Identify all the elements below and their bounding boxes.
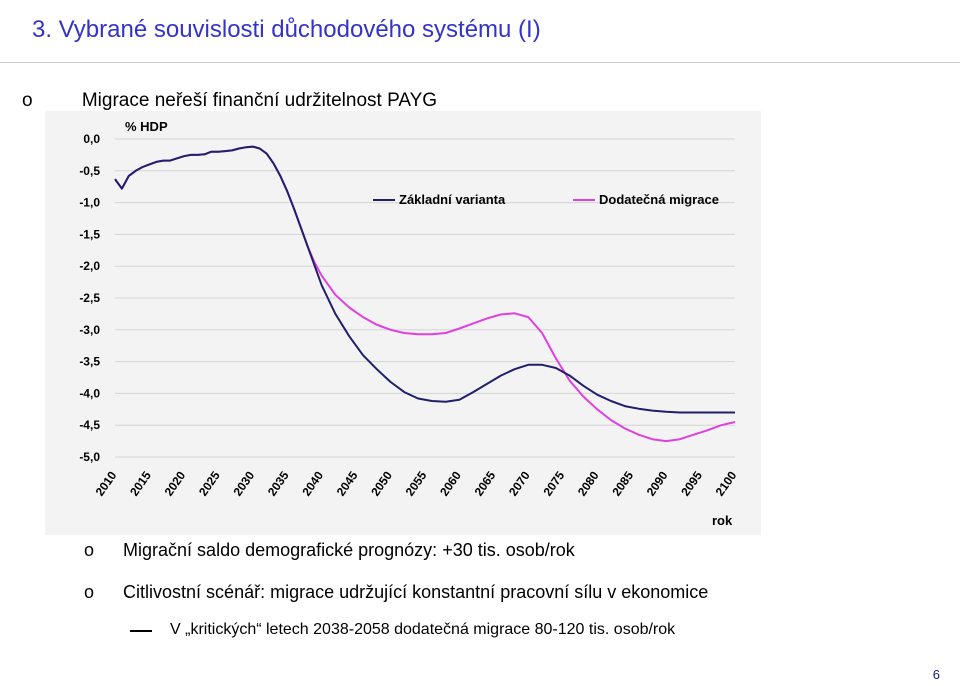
legend [373,192,719,207]
x-axis-label: rok [712,513,733,528]
slide-title: 3. Vybrané souvislosti důchodového systému (I) [32,16,541,43]
y-tick-label: -3,5 [79,354,100,369]
y-tick-label: -2,0 [79,259,100,274]
bullet-3-text: Citlivostní scénář: migrace udržující konstantní pracovní sílu v ekonomice [123,582,709,602]
x-tick-label: 2050 [368,468,396,499]
x-tick-label: 2045 [333,468,361,499]
bullet-1 [22,90,437,112]
x-tick-label: 2015 [127,468,154,499]
y-tick-label: -0,5 [79,163,100,178]
x-tick-label: 2085 [609,468,637,499]
bullet-2 [84,540,575,561]
legend-label-base: Základní varianta [399,192,506,207]
y-tick-label: -2,5 [79,291,100,305]
x-tick-label: 2055 [402,468,430,499]
x-tick-label: 2070 [506,468,533,499]
bullet-2-text: Migrační saldo demografické prognózy: +30 tis. osob/rok [123,540,575,560]
bullet-marker: o [84,540,95,560]
series-lines [115,147,735,442]
bullet-3 [84,582,708,603]
y-tick-labels [79,132,100,464]
bullet-1-text: Migrace neřeší finanční udržitelnost PAYG [81,90,438,111]
chart-area [45,111,761,535]
y-tick-label: -1,5 [79,227,100,242]
y-tick-label: -1,0 [79,195,100,210]
bullet-marker: o [22,90,33,111]
y-tick-label: 0,0 [83,132,100,146]
series-line-base [115,147,735,413]
x-tick-label: 2035 [264,468,292,499]
y-tick-label: -3,0 [79,322,100,337]
bullet-marker: o [84,582,95,602]
page-number: 6 [932,667,940,682]
legend-label-migration: Dodatečná migrace [599,192,719,207]
x-tick-label: 2020 [161,468,189,499]
subbullet-text: V „kritických“ letech 2038-2058 dodatečná migrace 80-120 tis. osob/rok [170,621,676,638]
x-tick-label: 2100 [712,468,740,499]
y-tick-label: -4,5 [79,418,100,433]
x-tick-label: 2080 [574,468,602,499]
y-axis-label: % HDP [125,119,168,134]
x-tick-label: 2090 [643,468,671,499]
x-tick-label: 2025 [196,468,223,499]
x-tick-label: 2030 [230,468,258,499]
y-tick-label: -5,0 [79,450,100,464]
x-tick-label: 2065 [471,468,499,499]
x-tick-labels [93,468,740,498]
x-tick-label: 2060 [437,468,464,499]
line-chart [45,111,761,535]
x-tick-label: 2010 [92,468,120,499]
subbullet-dash [130,630,152,632]
x-tick-label: 2075 [540,468,568,499]
x-tick-label: 2095 [678,468,706,499]
x-tick-label: 2040 [299,468,327,499]
y-tick-label: -4,0 [79,386,100,401]
title-divider [0,62,960,63]
series-line-migration [115,147,735,442]
